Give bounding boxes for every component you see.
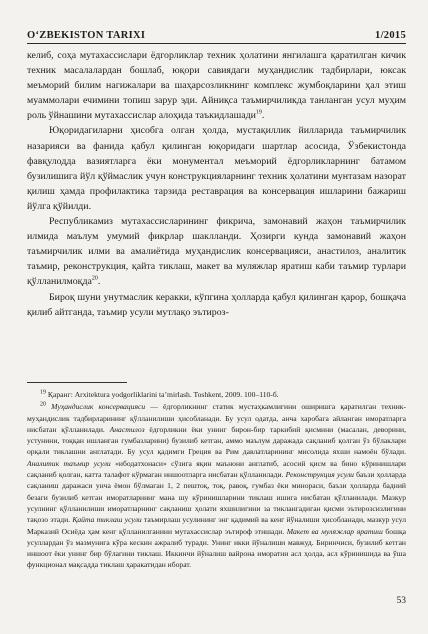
page-number: 53 bbox=[396, 596, 406, 606]
paragraph-3: Республикамиз мутахассисларининг фикрича, замонавий жаҳон таъмирчилик илмида маълум умумий фикрлар шаклланди. Ҳозирги кунда замонавий жаҳон таъмирчилик илми ва амалиётида муҳандислик консервацияси, анастилоз, аналитик таъмир, реконструкция, қайта тиклаш, макет ва муляжлар яратиш каби таъмир турлари қўлланилмоқда$^{20}$. bbox=[27, 216, 406, 288]
paragraph-1: келиб, соҳа мутахассислари ёдгорликлар техник ҳолатини янгилашга қаратилган кичик техник масалалардан бошлаб, юқори савиядаги муҳандислик тадбирлари, юксак меъморий билим нагижалари ва шаҳарсозликнинг комплекс жумбоқларини ҳал этиш муаммолари ечимини топиш зарур эди. Айниқса таъмирчиликда танланган усул муҳим роль ўйнашини мутахассислар алоҳида таъкидлашади$^{19}$. bbox=[27, 50, 406, 122]
footnote-19: $^{19}$ Қаранг: Arxitektura yodgorliklarini ta’mirlash. Toshkent, 2009. 100–110-б. bbox=[40, 389, 279, 399]
footnote-20: $^{20}$ Муҳандислик консервацияси — ёдгорликнинг статик мустаҳкамлигини оширишга қаратилган техник-муҳандислик тадбирларининг қўлланилиши ҳисобланади. Бу усул одатда, анча харобага айланган иморатларга нисбатан қўлланилади. Анастилоз ёдгорликни ёки унинг бирон-бир таркибий қисмини (масалан, деворини, устунини, тоққан ишланган гумбазларини) бузилиб кетган, аммо маълум даражада сақланиб қолган ўз бўлаклари орқали тиклашни англатади. Бу усул қадимги Греция ва Рим давлатларининг мисолида яхши намоён бўлади. Аналитик таъмир усули «ибодатхонаси» сўзига яқин маънони англатиб, асосий қисм ва бино кўринишлари сақланиб қолган, катта талафот кўрмаган иншоотларга нисбатан қўлланилади. Реконструкция усули баъзи ҳолларда сақланиш даражаси унча ёмон бўлмаган 1, 2 пештоқ, тоқ, равоқ, гумбаз ёки минораси, баъзи ҳолларда бадний безаги бузилиб кетган иморатларнинг мана шу кўринишларини тиклаш ишига нисбатан қўлланилади. Мазкур усулнинг қўлланилиши иморатларнинг сақланиш ҳолати яхшилигини за тиклангадиган қисми эътирозсизлигини тақозо этади. Қайта тиклаш усули таъмирлаш усулининг энг қадимий ва кенг йўналиши ҳисобланади, мазкур усул Марказий Осиёда ҳам кенг қўлланилганини мутахассислар эътироф этишади. Макет ва муляжлар яратиш бошқа усуллардан ўз мазмунига кўра кескин ажралиб туради. Унинг икки йўналиши мавжуд. Биринчиси, бузилиб кетган иншоот ёки унинг бир бўлагини тиклаш. Иккинчи йўналиш вайрона иморатни асл ҳолда, асл кўринишида ва ўша функционал мақсадда тиклаш ҳаракатидан иборат. bbox=[27, 401, 406, 570]
running-header bbox=[27, 25, 406, 41]
footnote-ref-20: 20 bbox=[91, 276, 98, 283]
footnotes bbox=[27, 389, 406, 571]
header-rule bbox=[27, 43, 406, 44]
paragraph-4: Бироқ шуни унутмаслик керакки, кўпгина ҳолларда қабул қилинган қарор, бошқача қилиб айтганда, таъмир усули мутлақо эътироз- bbox=[27, 291, 406, 318]
main-text bbox=[27, 48, 406, 320]
issue-number: 1/2015 bbox=[375, 30, 406, 41]
footnote-rule bbox=[27, 382, 127, 383]
paragraph-2: Юқоридагиларни ҳисобга олган ҳолда, мустақиллик йилларида таъмирчилик назарияси ва фанида қабул қилинган юқоридаги шартлар асосида, Ўзбекистонда фавқулодда вазиятларга ёки монументал меъморий ёдгорликларнинг батамом бузилишига йўл қўймаслик учун конструкцияларнинг техник ҳолатини мунтазам назорат қилиш ҳамда профилактика тарзида реставрация ва консервация ишларини бажариш йўлга қўйилди. bbox=[27, 125, 406, 212]
journal-title: O‘ZBEKISTON TARIXI bbox=[27, 30, 146, 41]
footnote-ref-19: 19 bbox=[255, 110, 262, 117]
